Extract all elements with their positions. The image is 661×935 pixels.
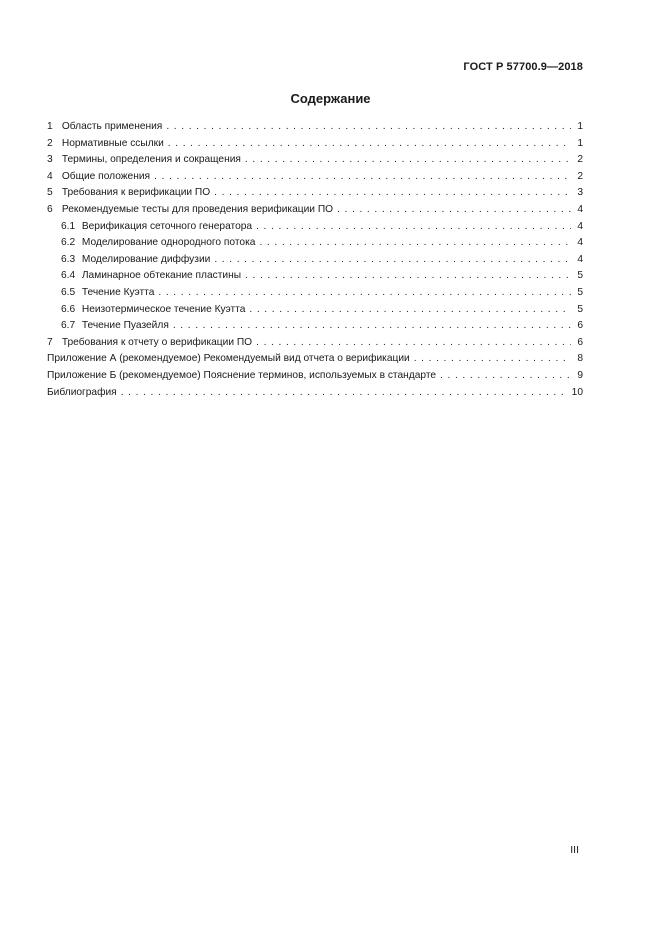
toc-leader-dots <box>249 302 571 319</box>
toc-leader-dots <box>245 268 571 285</box>
toc-entry-page: 9 <box>577 369 583 381</box>
toc-entry-page: 4 <box>577 237 583 249</box>
toc-entry-text: Нормативные ссылки <box>61 137 164 149</box>
toc-entry[interactable] <box>47 335 583 352</box>
toc-entry-text: Приложение Б (рекомендуемое) Пояснение терминов, используемых в стандарте <box>47 369 437 381</box>
toc-entry[interactable] <box>47 136 583 153</box>
table-of-contents <box>47 119 583 401</box>
toc-entry[interactable] <box>47 268 583 285</box>
toc-leader-dots <box>154 169 571 186</box>
toc-entry[interactable] <box>47 368 583 385</box>
toc-entry-number: 3 <box>47 154 53 166</box>
toc-entry-page: 1 <box>577 121 583 132</box>
toc-leader-dots <box>214 252 571 269</box>
toc-entry-number: 6.5 <box>61 286 76 298</box>
toc-entry-text: Термины, определения и сокращения <box>61 154 241 166</box>
toc-entry[interactable] <box>47 351 583 368</box>
toc-entry[interactable] <box>47 169 583 186</box>
toc-leader-dots <box>121 385 568 402</box>
toc-entry-page: 2 <box>577 170 583 182</box>
toc-leader-dots <box>337 202 571 219</box>
toc-leader-dots <box>245 152 571 169</box>
toc-entry-label <box>47 185 214 202</box>
toc-entry[interactable] <box>47 302 583 319</box>
toc-leader-dots <box>259 235 571 252</box>
toc-entry-label <box>61 235 259 252</box>
document-id: ГОСТ Р 57700.9—2018 <box>463 61 583 73</box>
toc-entry-label <box>47 368 440 385</box>
toc-entry-page: 4 <box>577 253 583 265</box>
toc-entry-text: Моделирование диффузии <box>81 253 211 265</box>
toc-entry-number: 6.1 <box>61 220 76 232</box>
toc-entry[interactable] <box>47 252 583 269</box>
toc-entry-page: 1 <box>577 137 583 149</box>
toc-entry-page: 5 <box>577 303 583 315</box>
toc-entry-page: 6 <box>577 336 583 348</box>
toc-leader-dots <box>440 368 571 385</box>
toc-entry-number: 6 <box>47 203 53 215</box>
toc-entry-label <box>61 318 173 335</box>
toc-entry-page: 4 <box>577 220 583 232</box>
toc-entry-label <box>47 335 256 352</box>
toc-leader-dots <box>256 335 571 352</box>
toc-entry-label <box>47 351 414 368</box>
toc-entry-label <box>61 302 249 319</box>
toc-entry-label <box>47 385 121 402</box>
toc-entry-text: Ламинарное обтекание пластины <box>81 270 242 282</box>
toc-leader-dots <box>214 185 571 202</box>
toc-entry-number: 2 <box>47 137 53 149</box>
toc-leader-dots <box>166 119 571 136</box>
toc-entry-label <box>47 202 337 219</box>
toc-entry-label <box>47 136 168 153</box>
toc-entry-text: Приложение А (рекомендуемое) Рекомендуемый вид отчета о верификации <box>47 353 410 365</box>
toc-leader-dots <box>414 351 571 368</box>
toc-entry[interactable] <box>47 119 583 136</box>
toc-entry-label <box>61 268 245 285</box>
toc-entry-page: 5 <box>577 270 583 282</box>
toc-entry-number: 6.7 <box>61 320 76 332</box>
page-number: III <box>570 844 579 856</box>
toc-entry[interactable] <box>47 235 583 252</box>
toc-entry[interactable] <box>47 152 583 169</box>
toc-entry-page: 2 <box>577 154 583 166</box>
toc-entry-text: Неизотермическое течение Куэтта <box>81 303 246 315</box>
toc-entry-text: Требования к верификации ПО <box>61 187 211 199</box>
toc-entry-text: Верификация сеточного генератора <box>81 220 253 232</box>
toc-entry-page: 8 <box>577 353 583 365</box>
toc-entry-number: 7 <box>47 336 53 348</box>
toc-entry-page: 5 <box>577 286 583 298</box>
toc-entry-number: 1 <box>47 121 53 132</box>
toc-entry[interactable] <box>47 285 583 302</box>
toc-entry-page: 3 <box>577 187 583 199</box>
toc-entry[interactable] <box>47 318 583 335</box>
toc-entry-page: 4 <box>577 203 583 215</box>
toc-entry-text: Библиография <box>47 386 117 398</box>
toc-leader-dots <box>173 318 571 335</box>
toc-entry[interactable] <box>47 185 583 202</box>
toc-entry-number: 4 <box>47 170 53 182</box>
toc-entry-label <box>61 219 256 236</box>
toc-leader-dots <box>168 136 571 153</box>
toc-entry[interactable] <box>47 202 583 219</box>
toc-entry-text: Моделирование однородного потока <box>81 237 256 249</box>
toc-entry-text: Течение Пуазейля <box>81 320 169 332</box>
toc-entry-text: Рекомендуемые тесты для проведения верификации ПО <box>61 203 334 215</box>
toc-entry-text: Требования к отчету о верификации ПО <box>61 336 253 348</box>
toc-entry-number: 6.3 <box>61 253 76 265</box>
toc-entry-number: 6.6 <box>61 303 76 315</box>
toc-entry-text: Общие положения <box>61 170 151 182</box>
toc-entry-label <box>47 152 245 169</box>
page-title: Содержание <box>290 91 371 106</box>
toc-entry-number: 5 <box>47 187 53 199</box>
toc-entry-label <box>61 285 158 302</box>
toc-entry-page: 10 <box>571 386 583 398</box>
toc-entry-number: 6.4 <box>61 270 76 282</box>
toc-leader-dots <box>158 285 571 302</box>
toc-entry-number: 6.2 <box>61 237 76 249</box>
toc-entry[interactable] <box>47 219 583 236</box>
toc-entry-text: Область применения <box>61 121 163 132</box>
toc-entry-label <box>61 252 214 269</box>
toc-entry-page: 6 <box>577 320 583 332</box>
toc-entry-label <box>47 119 166 136</box>
toc-entry[interactable] <box>47 385 583 402</box>
toc-entry-text: Течение Куэтта <box>81 286 155 298</box>
toc-entry-label <box>47 169 154 186</box>
toc-leader-dots <box>256 219 571 236</box>
